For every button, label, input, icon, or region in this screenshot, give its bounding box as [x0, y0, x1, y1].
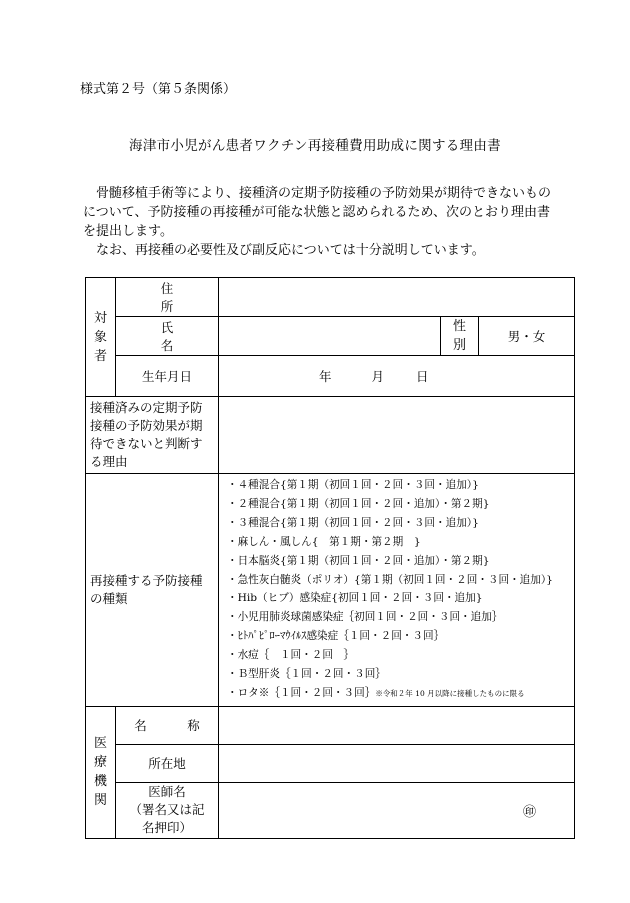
- intro-text: [83, 184, 553, 260]
- doctor-name-label: 医師名 （署名又は記 名押印）: [116, 782, 219, 838]
- vaccine-item[interactable]: ・Ｂ型肝炎｛１回・２回・３回｝: [227, 668, 386, 681]
- doctor-name-field[interactable]: [219, 782, 575, 838]
- name-field[interactable]: [219, 317, 441, 356]
- dob-day: 日: [416, 369, 429, 384]
- rota-note: ※令和２年 10 月以降に接種したものに限る: [375, 688, 525, 698]
- subject-group-label: 対 象 者: [86, 278, 116, 397]
- intro-paragraph-1: 骨髄移植手術等により、接種済の定期予防接種の予防効果が期待できないものについて、予防接種の再接種が可能な状態と認められるため、次のとおり理由書を提出します。: [83, 186, 552, 239]
- institution-location-field[interactable]: [219, 744, 575, 782]
- seal-mark-icon: ㊞: [523, 804, 537, 820]
- vaccine-type-label: 再接種する予防接種の種類: [86, 474, 219, 707]
- dob-field[interactable]: [219, 356, 575, 397]
- form-number: 様式第２号（第５条関係）: [80, 82, 237, 97]
- vaccine-item[interactable]: ・日本脳炎{第１期（初回１回・２回・追加）・第２期}: [227, 554, 490, 567]
- sex-choice[interactable]: 男・女: [479, 317, 575, 356]
- address-label: 住 所: [116, 278, 219, 317]
- application-form-table: [85, 277, 575, 839]
- reason-label: 接種済みの定期予防接種の予防効果が期待できないと判断する理由: [86, 397, 219, 474]
- vaccine-item[interactable]: ・麻しん・風しん{ 第１期・第２期 }: [227, 535, 421, 548]
- institution-location-label: 所在地: [116, 744, 219, 782]
- vaccine-item[interactable]: ・ﾋﾄﾊﾟﾋﾟﾛｰﾏｳｲﾙｽ感染症｛１回・２回・３回｝: [227, 630, 445, 643]
- address-field[interactable]: [219, 278, 575, 317]
- name-label: 氏 名: [116, 317, 219, 356]
- vaccine-item[interactable]: ・小児用肺炎球菌感染症｛初回１回・２回・３回・追加｝: [227, 611, 503, 624]
- vaccine-item-rota[interactable]: ・ロタ※｛１回・２回・３回｝※令和２年 10 月以降に接種したものに限る: [227, 686, 525, 699]
- sex-label: 性 別: [441, 317, 479, 356]
- vaccine-item[interactable]: ・２種混合{第１期（初回１回・２回・追加）・第２期}: [227, 497, 490, 510]
- intro-paragraph-2: なお、再接種の必要性及び副反応については十分説明しています。: [96, 243, 485, 258]
- dob-month: 月: [371, 369, 385, 384]
- institution-name-field[interactable]: [219, 706, 575, 744]
- vaccine-item[interactable]: ・急性灰白髄炎（ポリオ）{第１期（初回１回・２回・３回・追加）}: [227, 573, 553, 586]
- dob-label: 生年月日: [116, 356, 219, 397]
- vaccine-list: [219, 474, 575, 707]
- institution-name-label: 名 称: [116, 706, 219, 744]
- vaccine-item[interactable]: ・４種混合{第１期（初回１回・２回・３回・追加）}: [227, 479, 479, 491]
- vaccine-item[interactable]: ・水痘｛ １回・２回 ｝: [227, 649, 355, 662]
- medical-group-label: 医 療 機 関: [86, 706, 116, 838]
- reason-field[interactable]: [219, 397, 575, 474]
- document-title: 海津市小児がん患者ワクチン再接種費用助成に関する理由書: [129, 138, 501, 154]
- vaccine-item[interactable]: ・３種混合{第１期（初回１回・２回・３回・追加）}: [227, 516, 479, 529]
- vaccine-item[interactable]: ・Hib（ヒブ）感染症{初回１回・２回・３回・追加}: [227, 592, 483, 605]
- dob-year: 年: [319, 369, 332, 384]
